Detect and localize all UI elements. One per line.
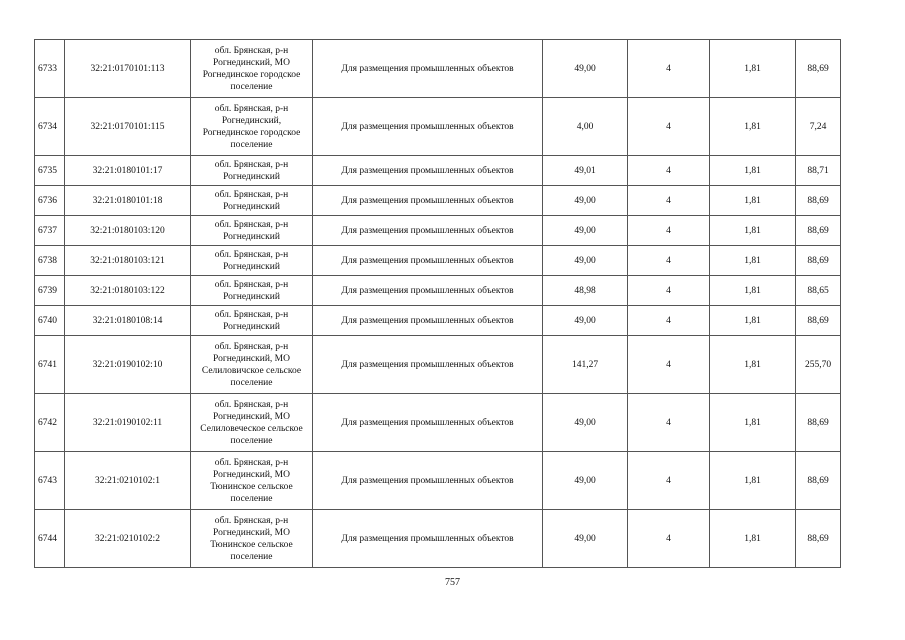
- table-row: [35, 246, 841, 276]
- permitted-use-cell: Для размещения промышленных объектов: [313, 156, 543, 186]
- area-cell: 4,00: [543, 98, 628, 156]
- area-cell: 49,00: [543, 186, 628, 216]
- permitted-use-cell: Для размещения промышленных объектов: [313, 186, 543, 216]
- cadastral-number-cell: 32:21:0180103:122: [65, 276, 191, 306]
- area-cell: 49,00: [543, 246, 628, 276]
- address-cell: [191, 156, 313, 186]
- value-cell: 88,69: [796, 394, 841, 452]
- area-cell: 49,00: [543, 452, 628, 510]
- permitted-use-cell: Для размещения промышленных объектов: [313, 246, 543, 276]
- value-cell: 88,71: [796, 156, 841, 186]
- cadastral-number-cell: 32:21:0170101:113: [65, 40, 191, 98]
- value-cell: 88,69: [796, 306, 841, 336]
- area-cell: 49,01: [543, 156, 628, 186]
- address-line: поселение: [230, 493, 273, 504]
- address-cell: [191, 394, 313, 452]
- coefficient-cell: 4: [628, 186, 710, 216]
- table-row: [35, 306, 841, 336]
- coefficient-cell: 4: [628, 40, 710, 98]
- value-cell: 88,69: [796, 186, 841, 216]
- address-line: обл. Брянская, р-н: [214, 457, 289, 468]
- row-number-cell: 6736: [35, 186, 65, 216]
- row-number-cell: 6742: [35, 394, 65, 452]
- rate-cell: 1,81: [710, 276, 796, 306]
- area-cell: 141,27: [543, 336, 628, 394]
- address-line: Рогнединский, МО: [213, 57, 290, 68]
- permitted-use-cell: Для размещения промышленных объектов: [313, 394, 543, 452]
- cadastral-number-cell: 32:21:0210102:2: [65, 510, 191, 568]
- permitted-use-cell: Для размещения промышленных объектов: [313, 510, 543, 568]
- address-cell: [191, 276, 313, 306]
- table-row: [35, 216, 841, 246]
- address-line: Селиловичское сельское: [201, 365, 302, 376]
- address-line: обл. Брянская, р-н: [214, 189, 289, 200]
- address-line: обл. Брянская, р-н: [214, 309, 289, 320]
- address-line: обл. Брянская, р-н: [214, 249, 289, 260]
- coefficient-cell: 4: [628, 98, 710, 156]
- address-line: Рогнединский, МО: [213, 527, 290, 538]
- address-line: Рогнединский: [223, 261, 280, 272]
- address-line: обл. Брянская, р-н: [214, 219, 289, 230]
- address-line: обл. Брянская, р-н: [214, 159, 289, 170]
- table-row: [35, 394, 841, 452]
- row-number-cell: 6740: [35, 306, 65, 336]
- permitted-use-cell: Для размещения промышленных объектов: [313, 216, 543, 246]
- row-number-cell: 6733: [35, 40, 65, 98]
- rate-cell: 1,81: [710, 452, 796, 510]
- table-row: [35, 40, 841, 98]
- value-cell: 88,69: [796, 40, 841, 98]
- area-cell: 49,00: [543, 40, 628, 98]
- coefficient-cell: 4: [628, 306, 710, 336]
- table-body: [35, 40, 841, 568]
- rate-cell: 1,81: [710, 336, 796, 394]
- address-cell: [191, 40, 313, 98]
- rate-cell: 1,81: [710, 394, 796, 452]
- row-number-cell: 6741: [35, 336, 65, 394]
- rate-cell: 1,81: [710, 40, 796, 98]
- value-cell: 88,69: [796, 246, 841, 276]
- value-cell: 88,65: [796, 276, 841, 306]
- address-line: поселение: [230, 139, 273, 150]
- address-cell: [191, 510, 313, 568]
- area-cell: 49,00: [543, 394, 628, 452]
- table-row: [35, 510, 841, 568]
- address-cell: [191, 216, 313, 246]
- cadastral-number-cell: 32:21:0180103:120: [65, 216, 191, 246]
- address-line: Рогнединский: [223, 171, 280, 182]
- address-cell: [191, 336, 313, 394]
- address-line: Тюнинское сельское: [210, 539, 293, 550]
- value-cell: 88,69: [796, 452, 841, 510]
- cadastral-number-cell: 32:21:0170101:115: [65, 98, 191, 156]
- table-row: [35, 336, 841, 394]
- address-line: обл. Брянская, р-н: [214, 341, 289, 352]
- cadastral-number-cell: 32:21:0210102:1: [65, 452, 191, 510]
- table-row: [35, 156, 841, 186]
- cadastral-number-cell: 32:21:0180101:18: [65, 186, 191, 216]
- address-line: Рогнединское городское: [202, 69, 301, 80]
- permitted-use-cell: Для размещения промышленных объектов: [313, 40, 543, 98]
- row-number-cell: 6734: [35, 98, 65, 156]
- area-cell: 49,00: [543, 510, 628, 568]
- land-plots-table: [34, 39, 841, 568]
- address-line: Рогнединский, МО: [213, 353, 290, 364]
- cadastral-number-cell: 32:21:0180101:17: [65, 156, 191, 186]
- permitted-use-cell: Для размещения промышленных объектов: [313, 98, 543, 156]
- page-number: 757: [445, 577, 460, 588]
- permitted-use-cell: Для размещения промышленных объектов: [313, 452, 543, 510]
- rate-cell: 1,81: [710, 246, 796, 276]
- table-row: [35, 186, 841, 216]
- cadastral-number-cell: 32:21:0180103:121: [65, 246, 191, 276]
- row-number-cell: 6743: [35, 452, 65, 510]
- row-number-cell: 6739: [35, 276, 65, 306]
- coefficient-cell: 4: [628, 246, 710, 276]
- value-cell: 255,70: [796, 336, 841, 394]
- coefficient-cell: 4: [628, 510, 710, 568]
- row-number-cell: 6737: [35, 216, 65, 246]
- row-number-cell: 6744: [35, 510, 65, 568]
- row-number-cell: 6738: [35, 246, 65, 276]
- row-number-cell: 6735: [35, 156, 65, 186]
- address-line: обл. Брянская, р-н: [214, 399, 289, 410]
- address-cell: [191, 98, 313, 156]
- address-line: Рогнединский: [223, 201, 280, 212]
- rate-cell: 1,81: [710, 186, 796, 216]
- address-line: Тюнинское сельское: [210, 481, 293, 492]
- table-row: [35, 276, 841, 306]
- rate-cell: 1,81: [710, 156, 796, 186]
- address-line: обл. Брянская, р-н: [214, 45, 289, 56]
- address-line: поселение: [230, 377, 273, 388]
- permitted-use-cell: Для размещения промышленных объектов: [313, 306, 543, 336]
- address-line: Рогнединский, МО: [213, 469, 290, 480]
- coefficient-cell: 4: [628, 156, 710, 186]
- coefficient-cell: 4: [628, 394, 710, 452]
- coefficient-cell: 4: [628, 452, 710, 510]
- address-line: обл. Брянская, р-н: [214, 515, 289, 526]
- cadastral-number-cell: 32:21:0180108:14: [65, 306, 191, 336]
- address-cell: [191, 452, 313, 510]
- table-row: [35, 452, 841, 510]
- address-line: Рогнединский: [223, 291, 280, 302]
- table-row: [35, 98, 841, 156]
- address-line: поселение: [230, 81, 273, 92]
- address-line: обл. Брянская, р-н: [214, 279, 289, 290]
- coefficient-cell: 4: [628, 336, 710, 394]
- address-line: поселение: [230, 551, 273, 562]
- address-line: поселение: [230, 435, 273, 446]
- value-cell: 88,69: [796, 510, 841, 568]
- cadastral-number-cell: 32:21:0190102:10: [65, 336, 191, 394]
- address-line: Рогнединский,: [221, 115, 282, 126]
- permitted-use-cell: Для размещения промышленных объектов: [313, 336, 543, 394]
- permitted-use-cell: Для размещения промышленных объектов: [313, 276, 543, 306]
- cadastral-number-cell: 32:21:0190102:11: [65, 394, 191, 452]
- address-line: Рогнединский: [223, 231, 280, 242]
- value-cell: 88,69: [796, 216, 841, 246]
- area-cell: 48,98: [543, 276, 628, 306]
- area-cell: 49,00: [543, 306, 628, 336]
- address-line: Селиловеческое сельское: [200, 423, 303, 434]
- address-cell: [191, 186, 313, 216]
- address-cell: [191, 246, 313, 276]
- rate-cell: 1,81: [710, 306, 796, 336]
- address-cell: [191, 306, 313, 336]
- address-line: Рогнединское городское: [202, 127, 301, 138]
- coefficient-cell: 4: [628, 216, 710, 246]
- address-line: Рогнединский: [223, 321, 280, 332]
- coefficient-cell: 4: [628, 276, 710, 306]
- rate-cell: 1,81: [710, 510, 796, 568]
- rate-cell: 1,81: [710, 216, 796, 246]
- address-line: обл. Брянская, р-н: [214, 103, 289, 114]
- area-cell: 49,00: [543, 216, 628, 246]
- value-cell: 7,24: [796, 98, 841, 156]
- rate-cell: 1,81: [710, 98, 796, 156]
- address-line: Рогнединский, МО: [213, 411, 290, 422]
